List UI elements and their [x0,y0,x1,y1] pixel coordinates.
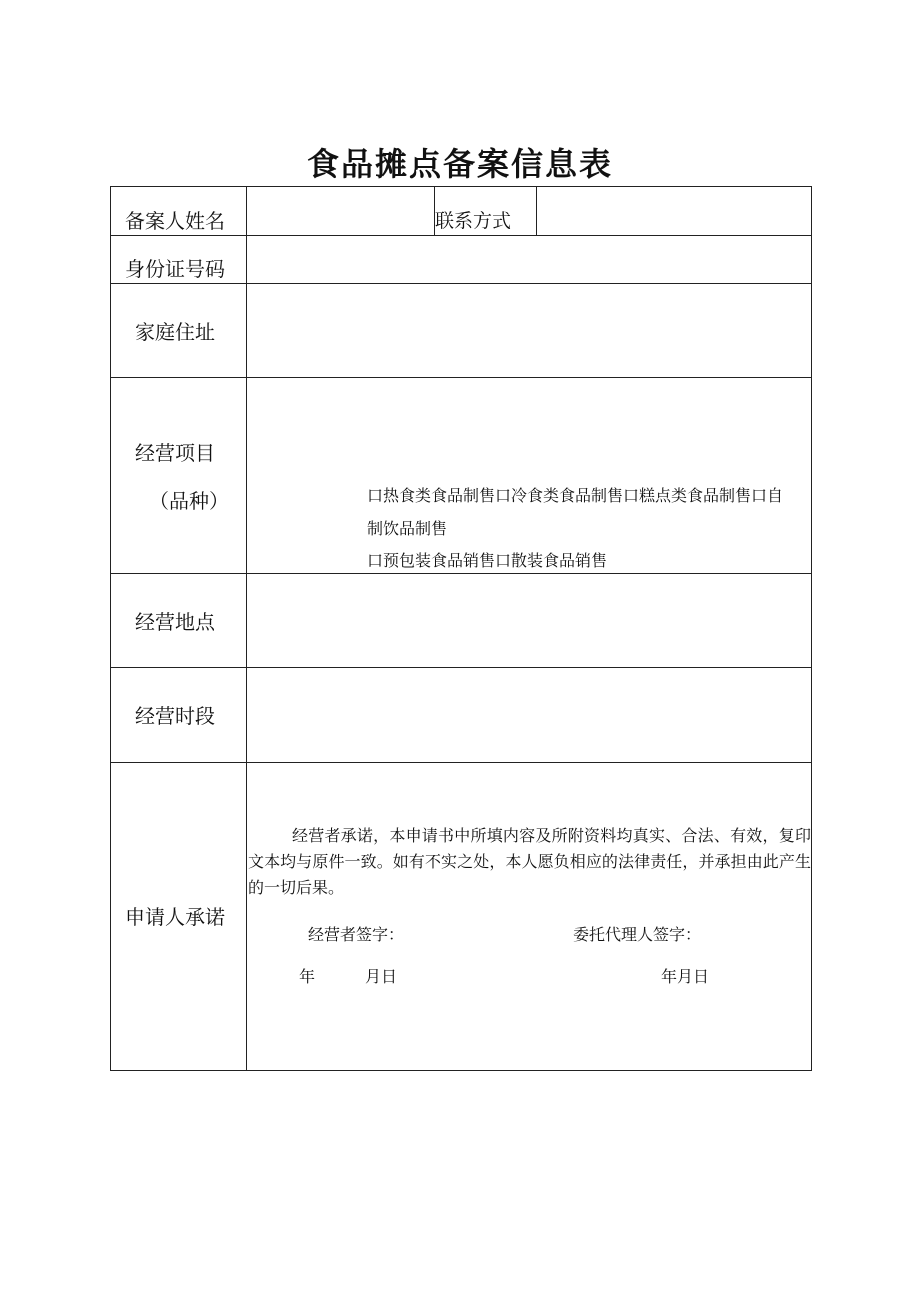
pledge-label: 申请人承诺 [125,905,225,929]
business-items-sublabel: （品种） [149,489,229,513]
agent-date-label: 年月日 [661,967,710,986]
business-option-line[interactable]: 制饮品制售 [367,519,448,538]
hours-label: 经营时段 [135,704,215,728]
business-option-line[interactable]: 口热食类食品制售口冷食类食品制售口糕点类食品制售口自 [367,486,784,505]
agent-signature-label: 委托代理人签字： [573,925,702,944]
row-divider [111,377,811,378]
address-field[interactable] [247,284,811,377]
business-items-label: 经营项目 [135,441,215,465]
location-label: 经营地点 [135,610,215,634]
date-year-label: 年 [299,967,316,986]
business-option-line[interactable]: 口预包装食品销售口散装食品销售 [367,551,608,570]
contact-field[interactable] [537,187,811,235]
pledge-text: 经营者承诺，本申请书中所填内容及所附资料均真实、合法、有效，复印文本均与原件一致。如有不实之处，本人愿负相应的法律责任，并承担由此产生的一切后果。 [248,826,811,897]
id-number-label: 身份证号码 [125,257,225,281]
location-field[interactable] [247,574,811,667]
contact-label: 联系方式 [435,210,512,232]
date-month-day-label: 月日 [365,967,398,986]
id-number-field[interactable] [247,236,811,283]
address-label: 家庭住址 [135,320,215,344]
operator-signature-label: 经营者签字： [308,925,405,944]
name-label: 备案人姓名 [125,209,225,233]
form-title: 食品摊点备案信息表 [306,145,613,183]
registration-form-table [110,186,812,1071]
hours-field[interactable] [247,668,811,762]
name-field[interactable] [247,187,434,235]
row-divider [111,762,811,763]
